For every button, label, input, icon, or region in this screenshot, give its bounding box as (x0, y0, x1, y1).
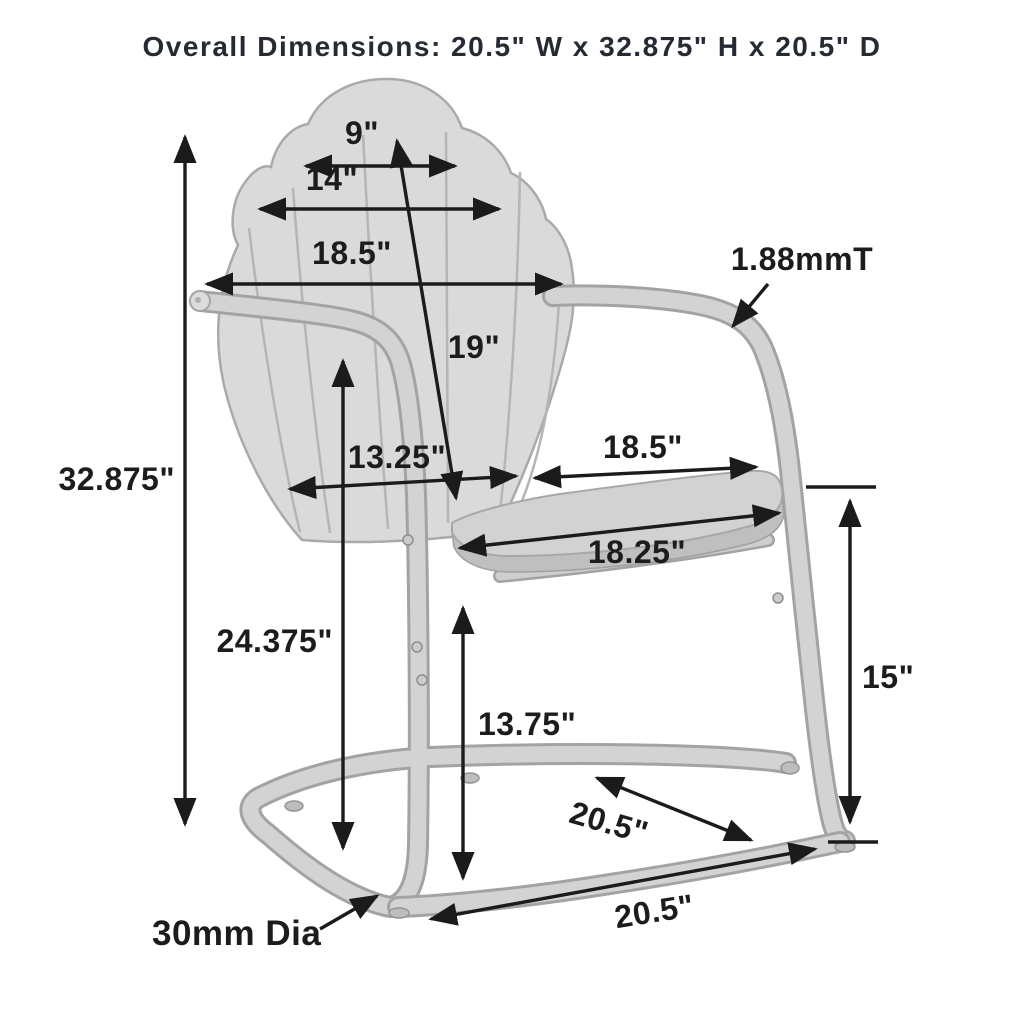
dim-seat-width (535, 429, 756, 478)
dim-tube-thickness (731, 241, 873, 326)
dim-label-back-mid-width: 14" (305, 161, 359, 197)
foot-glide (285, 801, 303, 811)
dim-label-seat-width: 18.5" (603, 429, 683, 465)
dim-overall-height (58, 137, 185, 824)
dim-label-tube-diameter: 30mm Dia (152, 914, 322, 953)
bolt (412, 642, 422, 652)
bolt (417, 675, 427, 685)
dim-label-seat-height: 13.75" (478, 706, 577, 742)
dim-label-overall-height: 32.875" (58, 461, 175, 497)
dim-label-back-diagonal: 19" (447, 329, 501, 365)
dim-base-side-depth (566, 778, 751, 851)
page-title: Overall Dimensions: 20.5" W x 32.875" H x 20.5" D (142, 31, 882, 62)
dim-label-under-seat-clearance: 15" (862, 659, 915, 695)
foot-glide (389, 908, 409, 918)
dim-label-seat-depth: 18.25" (587, 534, 687, 570)
dim-tube-diameter (152, 896, 377, 953)
dim-label-back-top-width: 9" (345, 115, 379, 151)
dim-label-back-lower-width: 13.25" (347, 439, 447, 475)
dim-label-back-full-width: 18.5" (312, 235, 392, 271)
bolt (403, 535, 413, 545)
dim-label-overall-depth: 20.5" (611, 887, 697, 936)
chair-illustration (190, 79, 855, 918)
dim-label-tube-thickness: 1.88mmT (730, 241, 874, 277)
armrest-end-cap-bolt (195, 297, 201, 303)
bolt (773, 593, 783, 603)
dim-label-arm-height: 24.375" (216, 623, 333, 659)
dim-label-base-side-depth: 20.5" (565, 794, 653, 851)
foot-glide (781, 762, 799, 774)
